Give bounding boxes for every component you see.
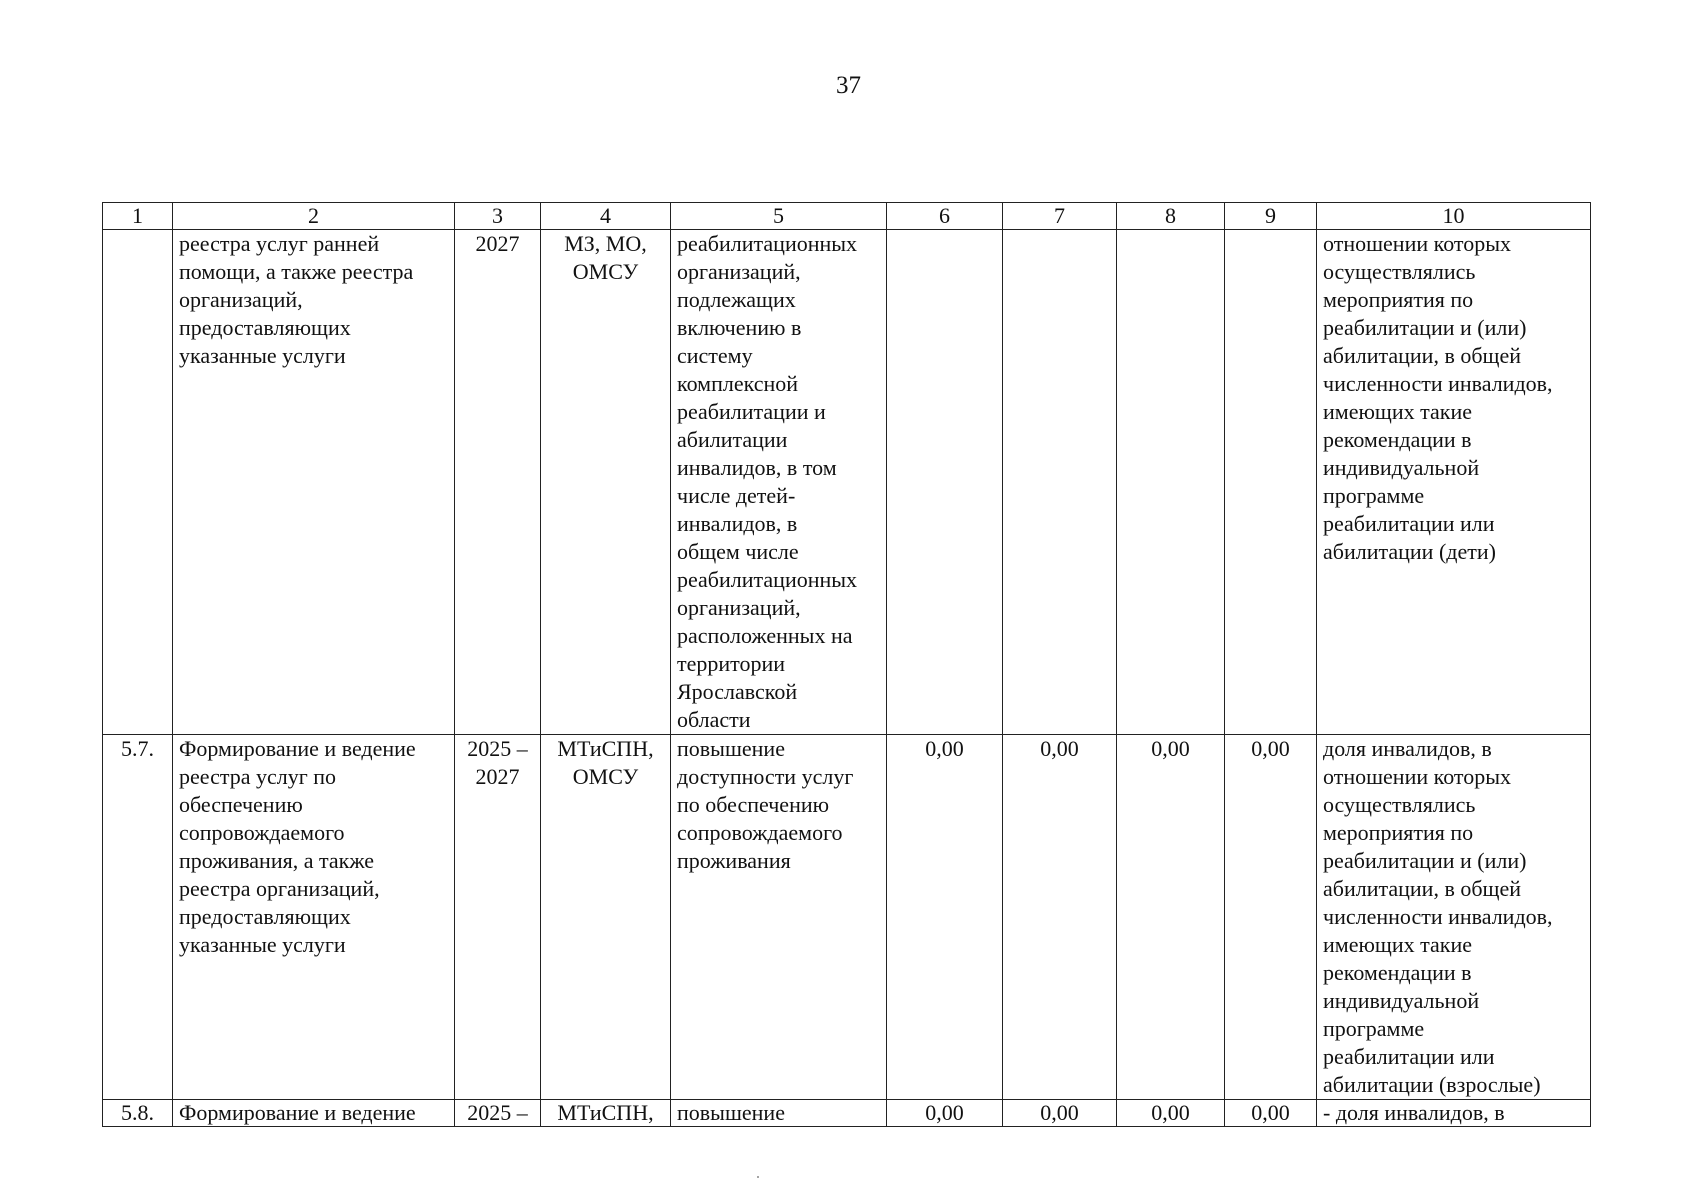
column-header: 6 [887, 203, 1003, 230]
value-8: 0,00 [1117, 1100, 1225, 1127]
period: 2025 – [455, 1100, 541, 1127]
value-9 [1225, 230, 1317, 735]
period: 2025 – 2027 [455, 735, 541, 1100]
value-7: 0,00 [1003, 735, 1117, 1100]
column-header: 7 [1003, 203, 1117, 230]
value-7: 0,00 [1003, 1100, 1117, 1127]
executor: МТиСПН, [541, 1100, 671, 1127]
column-header: 3 [455, 203, 541, 230]
value-8: 0,00 [1117, 735, 1225, 1100]
expected-result: повышение [671, 1100, 887, 1127]
table-row [103, 735, 1591, 1100]
indicator: - доля инвалидов, в [1317, 1100, 1591, 1127]
value-6: 0,00 [887, 1100, 1003, 1127]
value-6: 0,00 [887, 735, 1003, 1100]
table-row [103, 1100, 1591, 1127]
value-7 [1003, 230, 1117, 735]
column-header: 8 [1117, 203, 1225, 230]
page-number: 37 [836, 72, 861, 99]
executor: МТиСПН, ОМСУ [541, 735, 671, 1100]
measure-name: Формирование и ведение реестра услуг по обеспечению сопровождаемого проживания, а также реестра организаций, предоставляющих указанные услуги [173, 735, 455, 1100]
column-header: 1 [103, 203, 173, 230]
row-number: 5.7. [103, 735, 173, 1100]
column-header: 4 [541, 203, 671, 230]
indicator: доля инвалидов, в отношении которых осуществлялись мероприятия по реабилитации и (или) абилитации, в общей численности инвалидов, имеющих такие рекомендации в индивидуальной программе реабилитации или абилитации (взрослые) [1317, 735, 1591, 1100]
expected-result: повышение доступности услуг по обеспечению сопровождаемого проживания [671, 735, 887, 1100]
period: 2027 [455, 230, 541, 735]
row-number [103, 230, 173, 735]
column-header: 2 [173, 203, 455, 230]
table-row [103, 230, 1591, 735]
indicator: отношении которых осуществлялись мероприятия по реабилитации и (или) абилитации, в общей численности инвалидов, имеющих такие рекомендации в индивидуальной программе реабилитации или абилитации (дети) [1317, 230, 1591, 735]
value-9: 0,00 [1225, 735, 1317, 1100]
column-header: 5 [671, 203, 887, 230]
measure-name: Формирование и ведение [173, 1100, 455, 1127]
column-header: 9 [1225, 203, 1317, 230]
scan-speck [757, 1176, 759, 1178]
measures-table [102, 202, 1591, 1127]
value-8 [1117, 230, 1225, 735]
row-number: 5.8. [103, 1100, 173, 1127]
measure-name: реестра услуг ранней помощи, а также реестра организаций, предоставляющих указанные услуги [173, 230, 455, 735]
value-6 [887, 230, 1003, 735]
column-header: 10 [1317, 203, 1591, 230]
value-9: 0,00 [1225, 1100, 1317, 1127]
expected-result: реабилитационных организаций, подлежащих включению в систему комплексной реабилитации и абилитации инвалидов, в том числе детей- инвалидов, в общем числе реабилитационных организаций, расположенных на территории Ярославской области [671, 230, 887, 735]
executor: МЗ, МО, ОМСУ [541, 230, 671, 735]
table-header-row [103, 203, 1591, 230]
